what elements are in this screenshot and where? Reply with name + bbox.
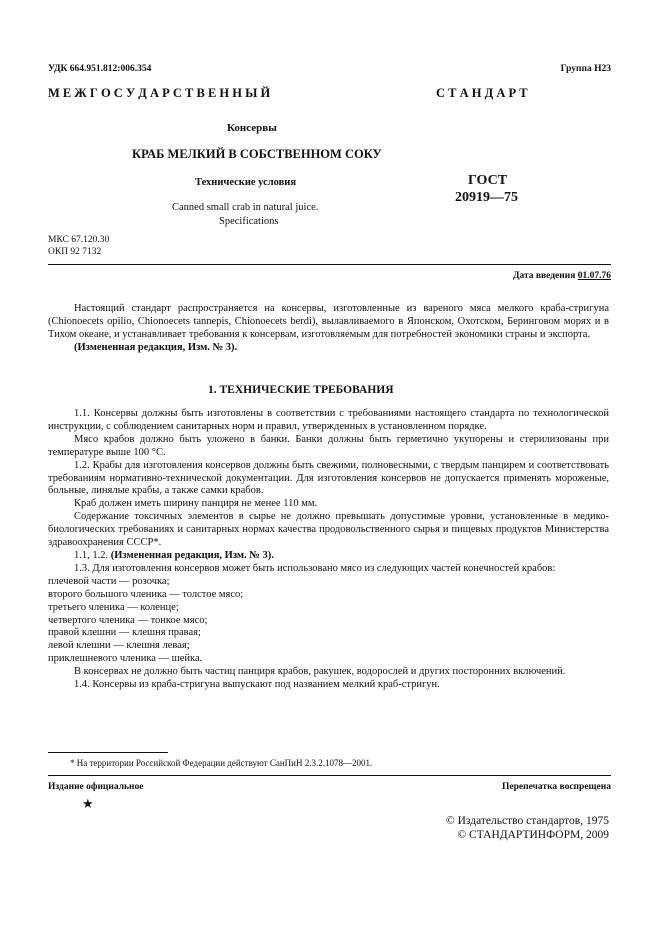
section-body <box>48 408 609 692</box>
section-heading: 1. ТЕХНИЧЕСКИЕ ТРЕБОВАНИЯ <box>208 384 394 396</box>
list-item: четвертого членика — тонкое мясо; <box>48 614 208 626</box>
banner-standard: С Т А Н Д А Р Т <box>436 86 528 100</box>
list-item: правой клешни — клешня правая; <box>48 627 201 639</box>
clause-toxic: Содержание токсичных элементов в сырье не должно превышать допустимые уровни, установленные в медико-биологических требованиях и санитарных нормах качества продовольственного сырья и пищевых продуктов Министерства здравоохранения СССР*. <box>48 511 609 549</box>
group-code: Группа Н23 <box>560 64 611 74</box>
list-item: третьего членика — коленце; <box>48 601 179 613</box>
header-divider <box>48 264 611 265</box>
document-subtitle: Технические условия <box>195 177 297 188</box>
gost-label: ГОСТ <box>468 173 508 188</box>
udc-code: УДК 664.951.812:006.354 <box>48 64 152 74</box>
category-title: Консервы <box>227 122 277 134</box>
copyright-standartinform: © СТАНДАРТИНФОРМ, 2009 <box>457 829 609 841</box>
reprint-notice: Перепечатка воспрещена <box>501 782 611 792</box>
footnote: * На территории Российской Федерации действуют СанПиН 2.3.2.1078—2001. <box>70 758 373 768</box>
okp-code: ОКП 92 7132 <box>48 247 102 257</box>
mks-code: МКС 67.120.30 <box>48 235 110 245</box>
parts-list <box>48 576 609 666</box>
intro-date-label: Дата введения <box>512 271 576 281</box>
intro-date-value: 01.07.76 <box>577 271 611 281</box>
official-edition: Издание официальное <box>48 782 144 792</box>
clause-meat: Мясо крабов должно быть уложено в банки. Банки должны быть герметично укупорены и стерилизованы при температуре выше 100 °С. <box>48 433 609 458</box>
intro-revision-note: (Измененная редакция, Изм. № 3). <box>74 341 238 353</box>
list-item: второго большого членика — толстое мясо; <box>48 588 244 600</box>
revision-text: (Измененная редакция, Изм. № 3). <box>110 549 274 561</box>
clause-width: Краб должен иметь ширину панциря не менее 110 мм. <box>74 498 318 510</box>
gost-number: 20919—75 <box>455 190 518 205</box>
copyright-publisher: © Издательство стандартов, 1975 <box>445 815 609 827</box>
english-subtitle: Specifications <box>219 216 279 227</box>
clause-no-particles: В консервах не должно быть частиц панциря крабов, ракушек, водорослей и других посторонних включений. <box>74 666 566 678</box>
clause-1-2: 1.2. Крабы для изготовления консервов должны быть свежими, полновесными, с твердым панцирем и соответствовать требованиям нормативно-технической документации. Для изготовления консервов не допускается применять мороженые, больные, линялые крабы, а также самки крабов. <box>48 459 609 497</box>
footer-divider <box>48 775 611 776</box>
star-icon: ★ <box>82 796 94 811</box>
intro-date <box>513 271 611 281</box>
revision-prefix: 1.1, 1.2. <box>74 549 109 561</box>
clause-1-1: 1.1. Консервы должны быть изготовлены в соответствии с требованиями настоящего стандарта по технологической инструкции, с соблюдением санитарных норм и правил, утвержденных в установленном порядке. <box>48 408 609 432</box>
list-item: приклешневого членика — шейка. <box>48 653 203 665</box>
banner-interstate: М Е Ж Г О С У Д А Р С Т В Е Н Н Ы Й <box>48 86 271 100</box>
clause-revision <box>48 550 609 563</box>
list-item: левой клешни — клешня левая; <box>48 640 190 652</box>
intro-paragraph: Настоящий стандарт распространяется на консервы, изготовленные из вареного мяса мелкого краба-стригуна (Chionoecets opilio, Chionoecets tannepis, Chionoecets berdi), вылавливаемого в Японском, Охотском, Беринговом морях и в Тихом океане, и устанавливает требования к консервам, изготовляемым для потребностей экономики страны и экспорта. <box>48 303 609 340</box>
english-title: Canned small crab in natural juice. <box>172 202 319 213</box>
intro-block <box>48 303 609 355</box>
list-item: плечевой части — розочка; <box>48 575 170 587</box>
clause-1-3: 1.3. Для изготовления консервов может быть использовано мясо из следующих частей конечностей крабов: <box>74 562 556 574</box>
document-title: КРАБ МЕЛКИЙ В СОБСТВЕННОМ СОКУ <box>132 147 382 161</box>
clause-1-4: 1.4. Консервы из краба-стригуна выпускают под названием мелкий краб-стригун. <box>74 679 440 691</box>
footnote-divider <box>48 752 168 753</box>
